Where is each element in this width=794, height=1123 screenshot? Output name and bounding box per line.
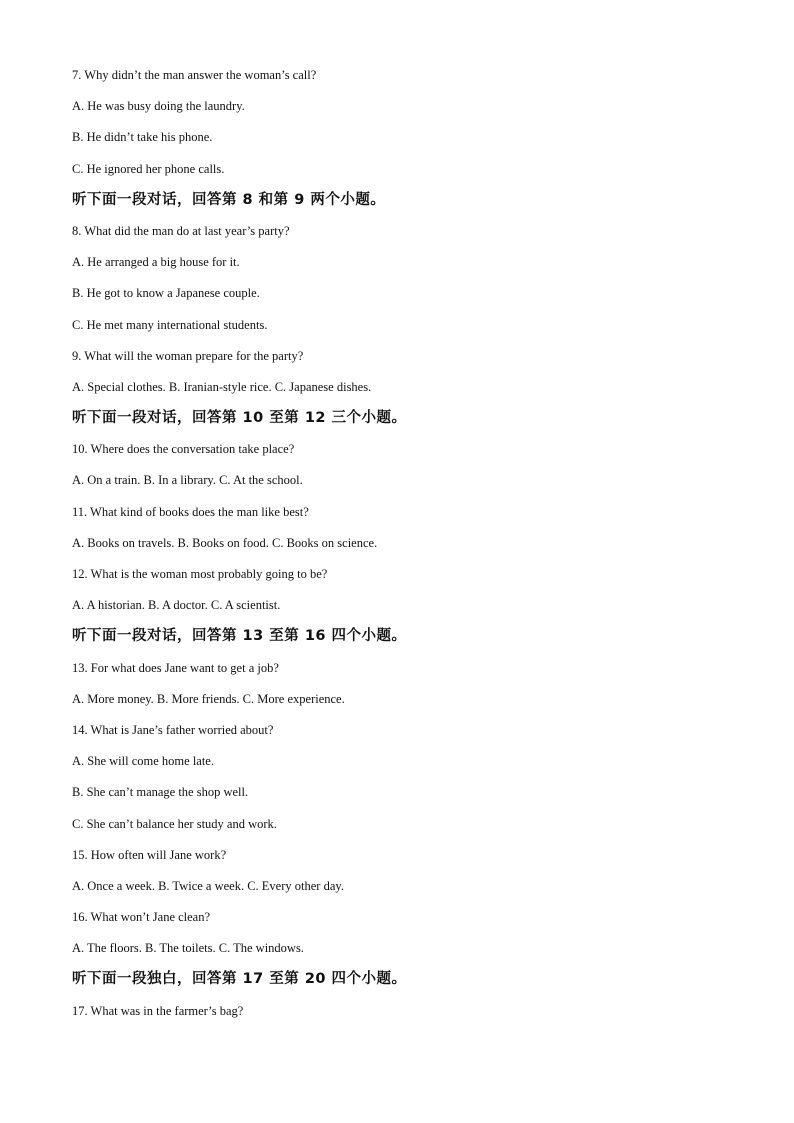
options-16: A. The floors. B. The toilets. C. The windows. (72, 941, 304, 956)
question-10: 10. Where does the conversation take place? (72, 442, 295, 457)
question-14: 14. What is Jane’s father worried about? (72, 722, 274, 737)
option-7a: A. He was busy doing the laundry. (72, 99, 245, 114)
question-16: 16. What won’t Jane clean? (72, 910, 211, 925)
question-15: 15. How often will Jane work? (72, 847, 227, 862)
exam-page (72, 64, 752, 1031)
question-8: 8. What did the man do at last year’s party? (72, 223, 290, 238)
question-7: 7. Why didn’t the man answer the woman’s call? (72, 68, 317, 82)
section-heading-17-20: 听下面一段独白，回答第 17 至第 20 四个小题。 (72, 971, 407, 988)
section-heading-13-16: 听下面一段对话，回答第 13 至第 16 四个小题。 (72, 628, 407, 645)
option-7c: C. He ignored her phone calls. (72, 161, 225, 176)
question-9: 9. What will the woman prepare for the party? (72, 348, 304, 363)
option-8c: C. He met many international students. (72, 317, 268, 332)
options-13: A. More money. B. More friends. C. More experience. (72, 691, 345, 706)
options-10: A. On a train. B. In a library. C. At the school. (72, 473, 303, 488)
option-14a: A. She will come home late. (72, 754, 214, 769)
option-8b: B. He got to know a Japanese couple. (72, 286, 260, 301)
section-heading-10-12: 听下面一段对话，回答第 10 至第 12 三个小题。 (72, 410, 407, 427)
options-12: A. A historian. B. A doctor. C. A scientist. (72, 598, 281, 613)
options-9: A. Special clothes. B. Iranian-style rice. C. Japanese dishes. (72, 379, 372, 394)
question-11: 11. What kind of books does the man like best? (72, 504, 309, 519)
question-13: 13. For what does Jane want to get a job? (72, 660, 279, 675)
option-14c: C. She can’t balance her study and work. (72, 816, 277, 831)
option-14b: B. She can’t manage the shop well. (72, 785, 249, 800)
options-15: A. Once a week. B. Twice a week. C. Every other day. (72, 878, 344, 893)
question-12: 12. What is the woman most probably going to be? (72, 567, 328, 581)
option-7b: B. He didn’t take his phone. (72, 130, 213, 145)
option-8a: A. He arranged a big house for it. (72, 255, 240, 270)
question-17: 17. What was in the farmer’s bag? (72, 1003, 244, 1018)
section-heading-8-9: 听下面一段对话，回答第 8 和第 9 两个小题。 (72, 191, 386, 208)
options-11: A. Books on travels. B. Books on food. C. Books on science. (72, 535, 378, 550)
